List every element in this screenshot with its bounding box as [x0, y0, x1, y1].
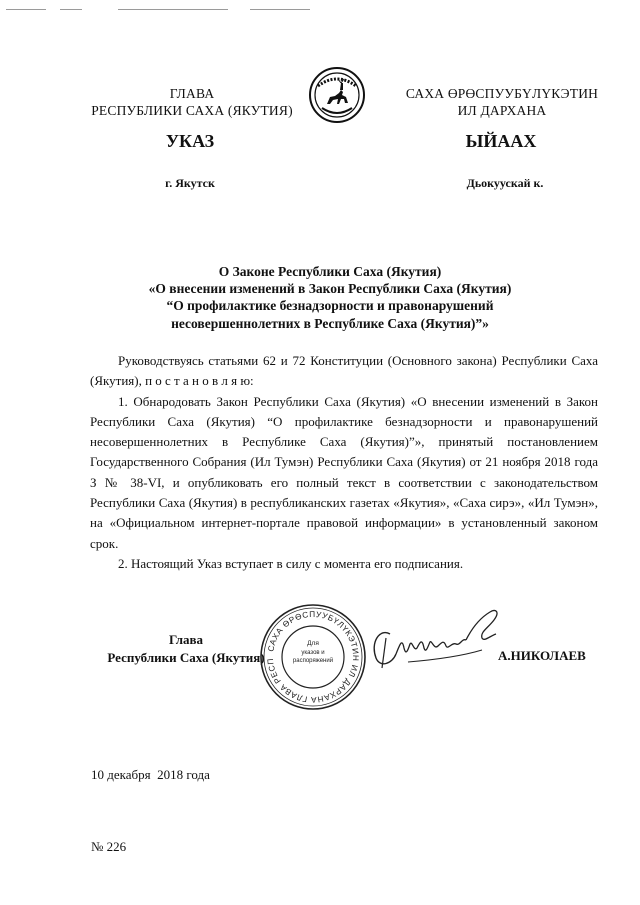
header-left-line2: РЕСПУБЛИКИ САХА (ЯКУТИЯ): [91, 103, 293, 118]
document-footer: [91, 715, 311, 883]
doc-type-ru: УКАЗ: [165, 131, 215, 151]
handwritten-signature: [362, 598, 522, 676]
header-left: [82, 85, 302, 119]
header-right-line2: ИЛ ДАРХАНА: [457, 103, 547, 118]
document-title: [100, 263, 560, 332]
body-item-2: 2. Настоящий Указ вступает в силу с момента его подписания.: [118, 555, 464, 571]
signature-title-line1: Глава: [168, 632, 204, 647]
coat-of-arms-emblem: [308, 66, 366, 124]
document-number: № 226: [91, 839, 127, 854]
signatory-name: А.НИКОЛАЕВ: [498, 648, 586, 663]
body-intro: Руководствуясь статьями 62 и 72 Конституции (Основного закона) Республики Саха (Якутия), п о с т а н о в л я ю:: [90, 353, 598, 389]
city-sakha: Дьокуускай к.: [466, 176, 544, 190]
header-right-line1: САХА ӨРӨСПУУБҮЛҮКЭТИН: [405, 86, 599, 101]
stamp-seal-icon: [258, 602, 368, 712]
title-line4: несовершеннолетних в Республике Саха (Якутия)”»: [171, 315, 489, 331]
city-ru: г. Якутск: [165, 176, 215, 190]
doc-type-sakha: ЫЙААХ: [465, 131, 537, 151]
title-line1: О Законе Республики Саха (Якутия): [218, 264, 442, 279]
header-left-line1: ГЛАВА: [169, 86, 215, 101]
title-line3: “О профилактике безнадзорности и правонарушений: [166, 298, 494, 314]
svg-text:распоряжений: распоряжений: [292, 658, 334, 664]
scan-artifact: [118, 9, 228, 10]
signature-scribble-icon: [362, 598, 522, 676]
official-stamp: [258, 602, 368, 712]
svg-text:указов и: указов и: [301, 650, 325, 656]
coat-of-arms-icon: [308, 66, 366, 124]
signature-title: [86, 631, 286, 667]
scan-artifact: [6, 9, 46, 10]
body-item-1: 1. Обнародовать Закон Республики Саха (Якутия) «О внесении изменений в Закон Республики Саха (Якутия) “О профилактике безнадзорности и правонарушений несовершеннолетних в Республике Саха (Якутия)”», принятый постановлением Государственного Собрания (Ил Тумэн) Республики Саха (Якутия) от 21 ноября 2018 года З № 38-VI, и опубликовать его полный текст в соответствии с законодательством Республики Саха (Якутия) в республиканских газетах «Якутия», «Саха сирэ», «Ил Тумэн», на «Официальном интернет-портале правовой информации» в установленный законом срок.: [90, 393, 598, 551]
document-date: 10 декабря 2018 года: [91, 767, 210, 782]
scan-artifact: [60, 9, 82, 10]
stamp-ring-text: САХА ӨРӨСПУУБҮЛҮКЭТИН ИЛ ДАРХАНА ГЛАВА РЕСП: [265, 609, 361, 705]
scan-artifact: [250, 9, 310, 10]
title-line2: «О внесении изменений в Закон Республики Саха (Якутия): [148, 281, 512, 297]
header-right: [386, 85, 618, 119]
signature-title-line2: Республики Саха (Якутия): [107, 650, 265, 665]
document-body: [90, 351, 598, 574]
svg-text:Для: Для: [307, 640, 319, 647]
